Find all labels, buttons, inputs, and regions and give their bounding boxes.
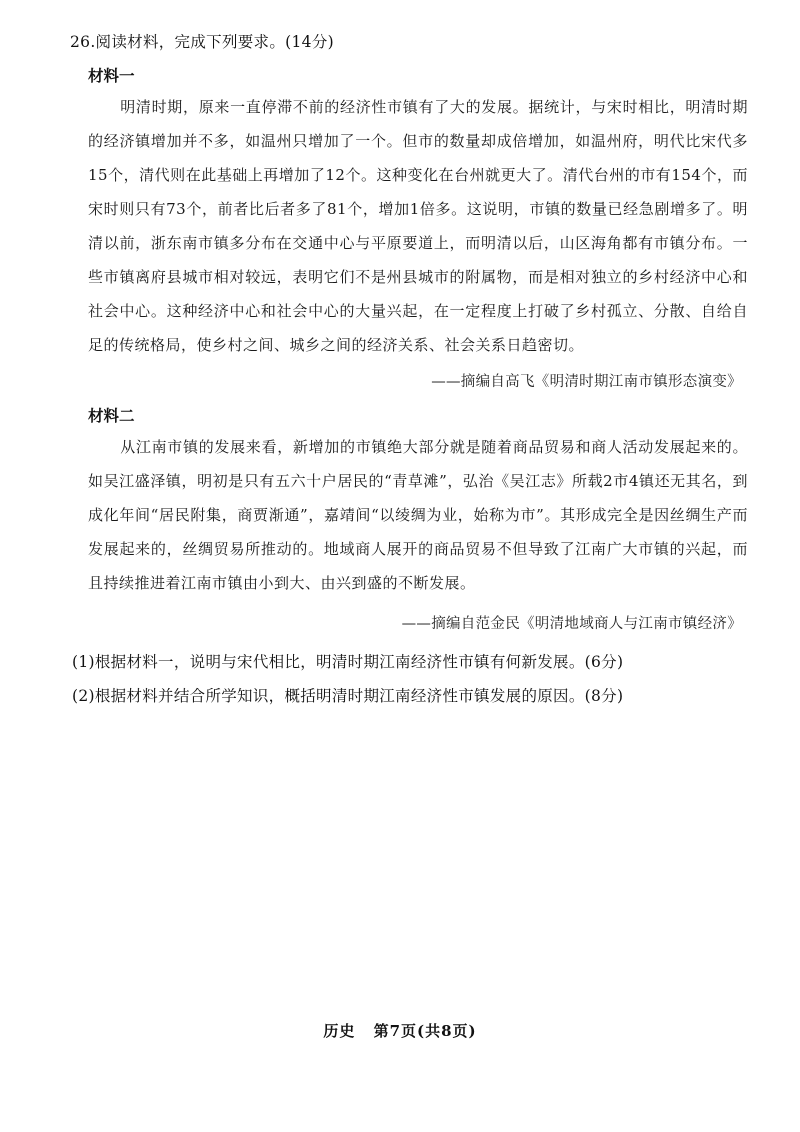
material-2-paragraph xyxy=(88,430,748,600)
material-1-text: 明清时期，原来一直停滞不前的经济性市镇有了大的发展。据统计，与宋时相比，明清时期的经济镇增加并不多，如温州只增加了一个。但市的数量却成倍增加，如温州府，明代比宋代多15个，清代则在此基础上再增加了12个。这种变化在台州就更大了。清代台州的市有154个，而宋时则只有73个，前者比后者多了81个，增加1倍多。这说明，市镇的数量已经急剧增多了。明清以前，浙东南市镇多分布在交通中心与平原要道上，而明清以后，山区海角都有市镇分布。一些市镇离府县城市相对较远，表明它们不是州县城市的附属物，而是相对独立的乡村经济中心和社会中心。这种经济中心和社会中心的大量兴起，在一定程度上打破了乡村孤立、分散、自给自足的传统格局，使乡村之间、城乡之间的经济关系、社会关系日趋密切。 xyxy=(88,98,748,354)
material-2-source: ——摘编自范金民《明清地域商人与江南市镇经济》 xyxy=(401,616,742,632)
subquestion-1: (1)根据材料一，说明与宋代相比，明清时期江南经济性市镇有何新发展。(6分) xyxy=(72,653,624,671)
material-1-paragraph xyxy=(88,90,748,362)
material-1-label: 材料一 xyxy=(88,66,135,85)
material-2-label: 材料二 xyxy=(88,406,135,425)
footer-page-number: 第7页(共8页) xyxy=(373,1022,477,1040)
material-1-source: ——摘编自高飞《明清时期江南市镇形态演变》 xyxy=(431,374,742,390)
question-title: 26.阅读材料，完成下列要求。(14分) xyxy=(70,33,334,51)
material-2-text: 从江南市镇的发展来看，新增加的市镇绝大部分就是随着商品贸易和商人活动发展起来的。如吴江盛泽镇，明初是只有五六十户居民的“青草滩”，弘治《吴江志》所载2市4镇还无其名，到成化年间“居民附集，商贾渐通”，嘉靖间“以绫绸为业，始称为市”。其形成完全是因丝绸生产而发展起来的，丝绸贸易所推动的。地域商人展开的商品贸易不但导致了江南广大市镇的兴起，而且持续推进着江南市镇由小到大、由兴到盛的不断发展。 xyxy=(88,438,748,592)
footer-subject: 历史 xyxy=(323,1022,356,1040)
page-footer xyxy=(0,1020,800,1041)
subquestion-2: (2)根据材料并结合所学知识，概括明清时期江南经济性市镇发展的原因。(8分) xyxy=(72,687,624,705)
